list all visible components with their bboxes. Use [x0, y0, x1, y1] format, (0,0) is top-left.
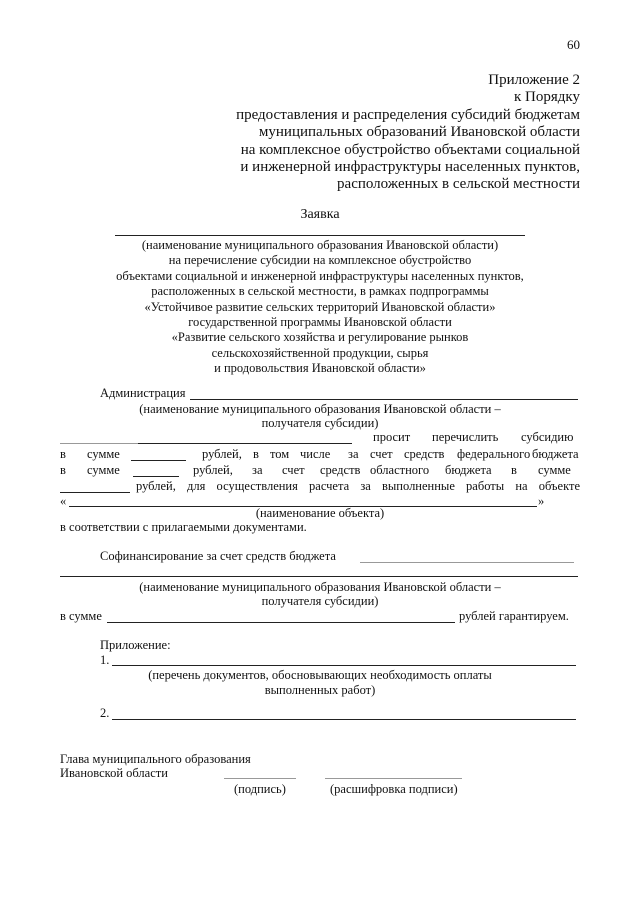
recipient-caption: (наименование муниципального образования Ивановской области –: [139, 402, 501, 416]
appendix-header: [180, 72, 580, 194]
cofinancing-sum-blank-short[interactable]: [107, 622, 174, 623]
row3-word: перечислить: [432, 430, 499, 444]
cofinancing-caption: получателя субсидии): [261, 594, 379, 608]
object-caption: (наименование объекта): [255, 506, 385, 520]
row4-word: сумме: [87, 447, 120, 461]
appendix-line: расположенных в сельской местности: [337, 176, 580, 193]
document-title: Заявка: [300, 207, 340, 222]
row5-word: сумме: [87, 463, 120, 477]
row4-word: за: [348, 447, 359, 461]
federal-sum-blank[interactable]: [133, 476, 179, 477]
recipient-caption: получателя субсидии): [261, 416, 379, 430]
row5-word: бюджета: [445, 463, 492, 477]
row4-word: счет: [370, 447, 393, 461]
header-line: на перечисление субсидии на комплексное обустройство: [168, 253, 472, 268]
appendix-line: и инженерной инфраструктуры населенных пунктов,: [240, 159, 580, 176]
total-sum-blank[interactable]: [131, 460, 186, 461]
header-line: расположенных в сельской местности, в рамках подпрограммы: [151, 284, 489, 299]
appendix-line: Приложение 2: [488, 72, 580, 88]
page-number: 60: [567, 37, 580, 52]
cofinancing-blank-short[interactable]: [360, 562, 418, 563]
administration-blank-short[interactable]: [190, 399, 240, 400]
recipient-blank-short[interactable]: [60, 443, 138, 444]
cofinancing-municipality-blank[interactable]: [60, 576, 578, 577]
administration-blank[interactable]: [240, 399, 578, 400]
attachment-1-blank[interactable]: [112, 665, 576, 666]
cofinancing-label: Софинансирование за счет средств бюджета: [100, 549, 336, 563]
header-line: и продовольствия Ивановской области»: [214, 361, 426, 376]
appendix-line: предоставления и распределения субсидий бюджетам: [236, 106, 580, 123]
signature-caption: (подпись): [234, 782, 286, 796]
row3-word: просит: [373, 430, 411, 444]
header-line: «Устойчивое развитие сельских территорий Ивановской области»: [144, 299, 496, 314]
appendix-line: муниципальных образований Ивановской области: [258, 124, 580, 141]
regional-sum-blank[interactable]: [60, 492, 130, 493]
cofinancing-guarantee: рублей гарантируем.: [459, 609, 569, 623]
row6-text: рублей, для осуществления расчета за выполненные работы на объекте: [136, 479, 580, 493]
row4-word: числе: [300, 447, 331, 461]
row4-word: в: [60, 447, 66, 461]
row4-word: в: [253, 447, 259, 461]
attachments-label: Приложение:: [100, 638, 171, 652]
municipality-name-line[interactable]: [115, 235, 525, 236]
row5-word: сумме: [538, 463, 571, 477]
attachment-1-caption: выполненных работ): [264, 683, 376, 697]
row4-word: том: [270, 447, 290, 461]
cofinancing-blank[interactable]: [418, 562, 574, 563]
signature-decode-blank[interactable]: [325, 778, 462, 779]
head-title: Глава муниципального образования: [60, 752, 251, 766]
signature-decode-caption: (расшифровка подписи): [330, 782, 458, 796]
header-line: объектами социальной и инженерной инфраструктуры населенных пунктов,: [116, 268, 524, 283]
cofinancing-sum-blank[interactable]: [174, 622, 455, 623]
header-line: сельскохозяйственной продукции, сырья: [211, 345, 429, 360]
accordance-text: в соответствии с прилагаемыми документами.: [60, 520, 307, 534]
row5-word: областного: [370, 463, 430, 477]
attachment-2-number: 2.: [100, 706, 110, 720]
quote-open: «: [60, 494, 67, 508]
row5-word: средств: [320, 463, 361, 477]
row4-word: бюджета: [532, 447, 579, 461]
row5-word: счет: [282, 463, 305, 477]
row5-word: за: [252, 463, 263, 477]
header-line: (наименование муниципального образования Ивановской области): [141, 238, 499, 252]
row4-word: средств: [404, 447, 445, 461]
quote-close: »: [538, 494, 545, 508]
head-title: Ивановской области: [60, 766, 168, 780]
recipient-blank[interactable]: [138, 443, 352, 444]
row4-word: федерального: [457, 447, 531, 461]
attachment-1-number: 1.: [100, 653, 110, 667]
row5-word: в: [511, 463, 517, 477]
signature-blank[interactable]: [224, 778, 296, 779]
attachment-1-caption: (перечень документов, обосновывающих необходимость оплаты: [148, 668, 492, 682]
appendix-line: к Порядку: [514, 89, 580, 106]
header-line: «Развитие сельского хозяйства и регулирование рынков: [171, 330, 469, 345]
header-line: государственной программы Ивановской области: [188, 315, 452, 330]
cofinancing-caption: (наименование муниципального образования Ивановской области –: [139, 580, 501, 594]
attachment-2-blank[interactable]: [112, 719, 576, 720]
administration-label: Администрация: [100, 386, 186, 400]
row4-word: рублей,: [202, 447, 242, 461]
cofinancing-sum-label: в сумме: [60, 609, 102, 623]
request-subject-block: [60, 238, 580, 377]
row5-word: в: [60, 463, 66, 477]
row3-word: субсидию: [521, 430, 574, 444]
row5-word: рублей,: [193, 463, 233, 477]
appendix-line: на комплексное обустройство объектами социальной: [240, 141, 580, 158]
